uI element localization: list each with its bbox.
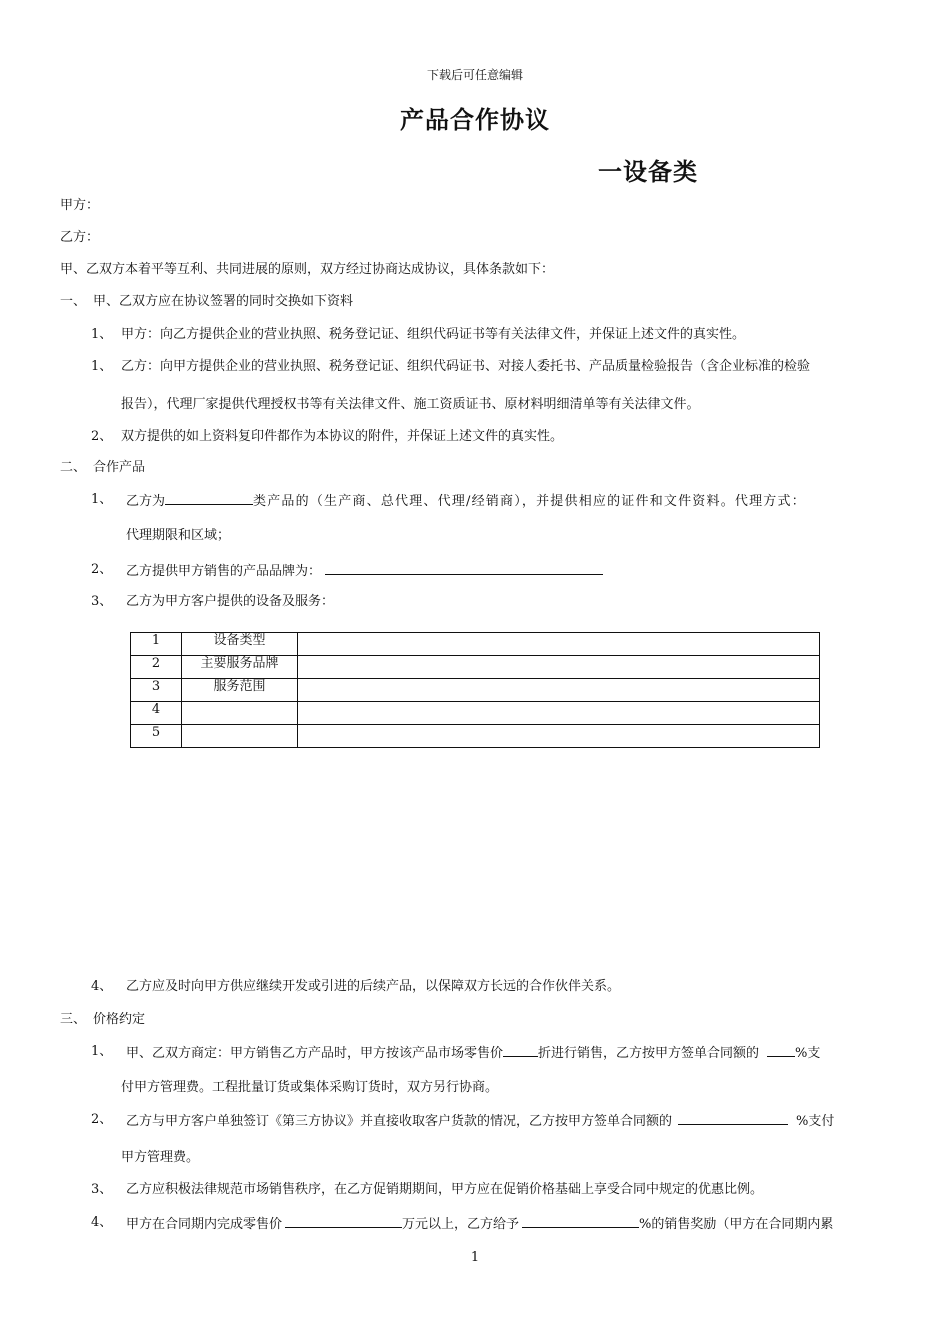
- item-number: 1、: [91, 492, 113, 507]
- table-row: [131, 633, 820, 656]
- section-1-heading: 甲、乙双方应在协议签署的同时交换如下资料: [93, 294, 354, 309]
- row-label-cell: [182, 702, 298, 725]
- section-3-number: 三、: [60, 1012, 87, 1027]
- document-title: 产品合作协议: [400, 106, 550, 134]
- blank-field: [325, 561, 603, 575]
- item-number: 4、: [91, 1215, 113, 1230]
- blank-field: [503, 1043, 538, 1057]
- table-row: [131, 679, 820, 702]
- table-row: [131, 656, 820, 679]
- text-span: 甲、乙双方商定：甲方销售乙方产品时，甲方按该产品市场零售价: [126, 1046, 504, 1061]
- section-2-heading: 合作产品: [93, 460, 146, 475]
- text-span: %支: [795, 1046, 821, 1061]
- table-row: [131, 725, 820, 748]
- row-value-cell: [298, 702, 820, 725]
- section-1-item-1: 甲方：向乙方提供企业的营业执照、税务登记证、组织代码证书等有关法律文件，并保证上述文件的真实性。: [121, 327, 746, 342]
- party-b-label: 乙方：: [60, 230, 100, 245]
- text-span: 甲方在合同期内完成零售价: [126, 1217, 283, 1232]
- section-3-item-2-line-2: 甲方管理费。: [121, 1150, 200, 1165]
- section-3-item-3: 乙方应积极法律规范市场销售秩序，在乙方促销期期间，甲方应在促销价格基础上享受合同中规定的优惠比例。: [126, 1182, 764, 1197]
- document-subtitle: 一设备类: [598, 158, 698, 186]
- row-value-cell: [298, 679, 820, 702]
- section-3-item-1-line-2: 付甲方管理费。工程批量订货或集体采购订货时，双方另行协商。: [121, 1080, 499, 1095]
- intro-paragraph: 甲、乙双方本着平等互利、共同进展的原则，双方经过协商达成协议，具体条款如下：: [60, 262, 555, 277]
- text-span: %支付: [796, 1114, 835, 1129]
- page-number: 1: [470, 1250, 480, 1265]
- text-span: 折进行销售，乙方按甲方签单合同额的: [538, 1046, 760, 1061]
- row-value-cell: [298, 633, 820, 656]
- text-span: %的销售奖励（甲方在合同期内累: [639, 1217, 834, 1232]
- section-3-item-2-line-1: [126, 1111, 834, 1131]
- section-3-heading: 价格约定: [93, 1012, 146, 1027]
- blank-field: [165, 491, 253, 505]
- party-a-label: 甲方：: [60, 198, 100, 213]
- text-span: 乙方为: [126, 494, 166, 509]
- row-label-cell: 设备类型: [182, 633, 298, 656]
- text-span: 乙方提供甲方销售的产品品牌为：: [126, 564, 322, 579]
- item-number: 1、: [91, 1044, 113, 1059]
- header-note: 下载后可任意编辑: [426, 68, 523, 82]
- row-number-cell: 1: [131, 633, 182, 656]
- section-2-item-1-line-2: 代理期限和区域；: [126, 528, 231, 543]
- item-number: 2、: [91, 562, 113, 577]
- section-1-item-2-line-1: 乙方：向甲方提供企业的营业执照、税务登记证、组织代码证书、对接人委托书、产品质量检验报告（含企业标准的检验: [121, 359, 811, 374]
- text-span: 万元以上，乙方给予: [402, 1217, 520, 1232]
- row-value-cell: [298, 656, 820, 679]
- blank-field: [522, 1214, 639, 1228]
- item-number: 1、: [91, 359, 113, 374]
- blank-field: [678, 1111, 788, 1125]
- section-2-item-2: [126, 561, 603, 581]
- row-value-cell: [298, 725, 820, 748]
- table-row: [131, 702, 820, 725]
- row-label-cell: 主要服务品牌: [182, 656, 298, 679]
- blank-field: [767, 1043, 795, 1057]
- item-number: 3、: [91, 594, 113, 609]
- equipment-service-table: [130, 632, 820, 748]
- text-span: 类产品的（生产商、总代理、代理/经销商），并提供相应的证件和文件资料。代理方式：: [253, 494, 806, 509]
- row-number-cell: 2: [131, 656, 182, 679]
- section-1-item-2-line-2: 报告），代理厂家提供代理授权书等有关法律文件、施工资质证书、原材料明细清单等有关法律文件。: [121, 397, 700, 412]
- section-1-number: 一、: [60, 294, 87, 309]
- section-2-item-3: 乙方为甲方客户提供的设备及服务：: [126, 594, 335, 609]
- text-span: 乙方与甲方客户单独签订《第三方协议》并直接收取客户货款的情况，乙方按甲方签单合同额的: [126, 1114, 673, 1129]
- item-number: 3、: [91, 1182, 113, 1197]
- item-number: 1、: [91, 327, 113, 342]
- item-number: 4、: [91, 979, 113, 994]
- section-2-item-4: 乙方应及时向甲方供应继续开发或引进的后续产品，以保障双方长远的合作伙伴关系。: [126, 979, 621, 994]
- row-label-cell: [182, 725, 298, 748]
- blank-field: [285, 1214, 402, 1228]
- item-number: 2、: [91, 429, 113, 444]
- row-number-cell: 3: [131, 679, 182, 702]
- row-number-cell: 5: [131, 725, 182, 748]
- section-3-item-1-line-1: [126, 1043, 820, 1063]
- row-number-cell: 4: [131, 702, 182, 725]
- section-3-item-4: [126, 1214, 833, 1234]
- section-2-item-1-line-1: [126, 491, 806, 511]
- section-1-item-3: 双方提供的如上资料复印件都作为本协议的附件，并保证上述文件的真实性。: [121, 429, 564, 444]
- section-2-number: 二、: [60, 460, 87, 475]
- item-number: 2、: [91, 1112, 113, 1127]
- row-label-cell: 服务范围: [182, 679, 298, 702]
